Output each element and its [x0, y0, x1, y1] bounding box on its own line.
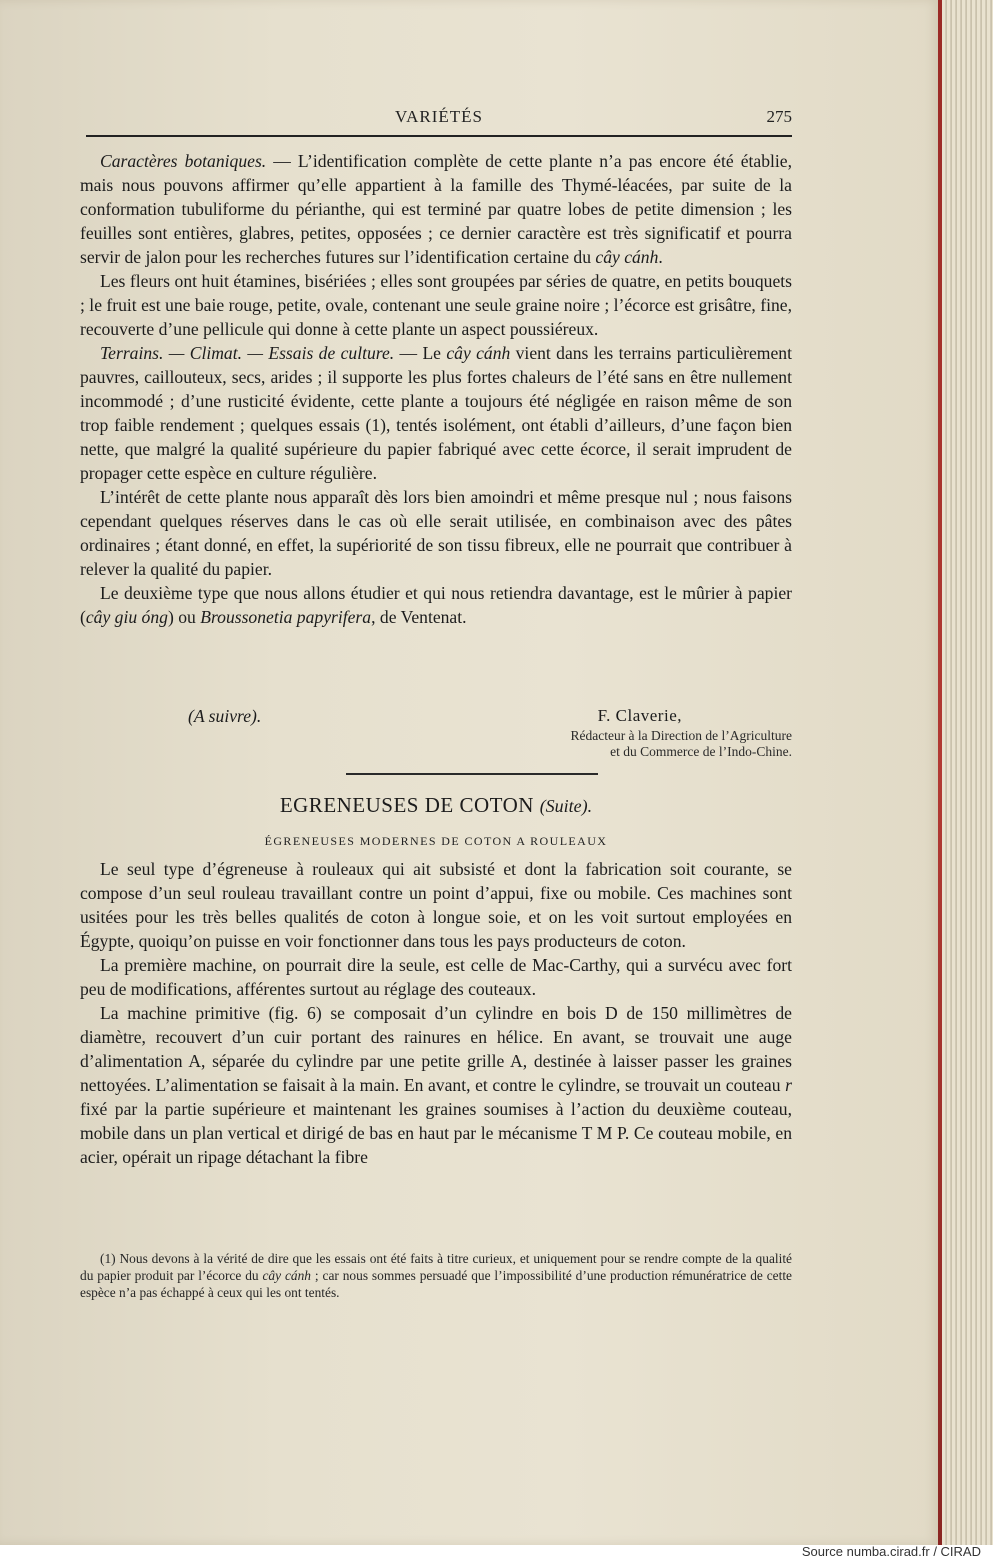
- paragraph-flowers: Les fleurs ont huit étamines, bisériées ; elles sont groupées par séries de quatre, en petits bouquets ; le fruit est une baie rouge, petite, ovale, contenant une seule graine noire ; l’écorce est grisâtre, fine, recouverte d’une pellicule qui donne à cette plante un aspect poussiéreux.: [80, 271, 792, 339]
- local-plant-name: cây giu óng: [85, 607, 168, 627]
- latin-plant-name: Broussonetia papyrifera: [200, 607, 372, 627]
- article-title-suffix: (Suite).: [539, 796, 593, 816]
- section-egreneuses: [80, 857, 792, 1169]
- paragraph-terrains: Terrains. — Climat. — Essais de culture. — Le cây cánh vient dans les terrains particulièrement pauvres, caillouteux, secs, arides ; il supporte les plus fortes chaleurs de l’été sans en être nullement incommodé ; d’une rusticité évidente, cette plante a toujours été négligée en raison même de son trop faible rendement ; quelques essais (1), tentés isolément, ont établi d’ailleurs, d’une façon bien nette, que malgré la qualité supérieure du papier fabriqué avec cette écorce, il serait imprudent de propager cette espèce en culture régulière.: [80, 343, 792, 483]
- footnote: (1) Nous devons à la vérité de dire que les essais ont été faits à titre curieux, et uniquement pour se rendre compte de la qualité du papier produit par l’écorce du cây cánh ; car nous sommes persuadé que l’impossibilité d’une production rémunératrice de cette espèce n’a pas échappé à ceux qui les ont tentés.: [80, 1251, 792, 1300]
- signature-block: [80, 706, 792, 766]
- page-stack-edges: [942, 0, 993, 1545]
- section-divider: [346, 773, 598, 775]
- section-botanique: [80, 149, 792, 629]
- paragraph-botanical-characters: Caractères botaniques. — L’identification complète de cette plante n’a pas encore été établie, mais nous pouvons affirmer qu’elle appartient à la famille des Thymé-léacées, par suite de la conformation tubuliforme du périanthe, qui est terminé par quatre lobes de petite dimension ; les feuilles sont entières, glabres, petites, opposées ; ce dernier caractère est très significatif et pourra servir de jalon pour les recherches futures sur l’identification certaine du cây cánh.: [80, 151, 793, 267]
- page-number: 275: [766, 107, 792, 126]
- paragraph-primitive-machine: La machine primitive (fig. 6) se composait d’un cylindre en bois D de 150 millimètres de diamètre, recouvert d’un cuir portant des rainures en hélice. En avant, se trouvait une auge d’alimentation A, séparée du cylindre par une petite grille A, destinée à laisser passer les graines nettoyées. L’alimentation se faisait à la main. En avant, et contre le cylindre, se trouvait un couteau r fixé par la partie supérieure et maintenant les graines soumises à l’action du deuxième couteau, mobile dans un plan vertical et dirigé de bas en haut par le mécanisme T M P. Ce couteau mobile, en acier, opérait un ripage détachant la fibre: [80, 1003, 792, 1167]
- article-subheading: ÉGRENEUSES MODERNES DE COTON A ROULEAUX: [264, 834, 608, 848]
- article-title: EGRENEUSES DE COTON (Suite).: [279, 793, 593, 817]
- running-head: VARIÉTÉS: [395, 107, 483, 126]
- page-header: [86, 103, 792, 137]
- paragraph-roller-type: Le seul type d’égreneuse à rouleaux qui ait subsisté et dont la fabrication soit courante, se compose d’un seul rouleau travaillant contre un point d’appui, fixe ou mobile. Ces machines sont usitées pour les très belles qualités de coton à longue soie, et on les voit surtout employées en Égypte, quoiqu’on puisse en voir fonctionner dans tous les pays producteurs de coton.: [80, 859, 792, 951]
- author-title: Rédacteur à la Direction de l’Agriculture et du Commerce de l’Indo-Chine.: [570, 728, 792, 759]
- author-name: F. Claverie,: [597, 706, 682, 725]
- paragraph-label: Caractères botaniques.: [100, 151, 267, 171]
- paragraph-label: Terrains. — Climat. — Essais de culture.: [100, 343, 395, 363]
- paragraph-interest: L’intérêt de cette plante nous apparaît dès lors bien amoindri et même presque nul ; nous faisons cependant quelques réserves dans le cas où elle serait utilisée, en combinaison avec des pâtes ordinaires ; étant donné, en effet, la supériorité de son tissu fibreux, elle ne pourrait que contribuer à relever la qualité du papier.: [80, 487, 792, 579]
- paragraph-mac-carthy: La première machine, on pourrait dire la seule, est celle de Mac-Carthy, qui a survécu avec fort peu de modifications, afférentes surtout au réglage des couteaux.: [80, 955, 792, 999]
- to-be-continued: (A suivre).: [188, 706, 262, 726]
- paragraph-second-type: Le deuxième type que nous allons étudier et qui nous retiendra davantage, est le mûrier à papier (cây giu óng) ou Broussonetia papyrifera, de Ventenat.: [80, 583, 792, 627]
- plant-name: cây cánh: [446, 343, 511, 363]
- source-credit: Source numba.cirad.fr / CIRAD: [801, 1544, 981, 1559]
- plant-name: cây cánh: [595, 247, 659, 267]
- knife-label: r: [785, 1075, 792, 1095]
- plant-name: cây cánh: [262, 1268, 311, 1283]
